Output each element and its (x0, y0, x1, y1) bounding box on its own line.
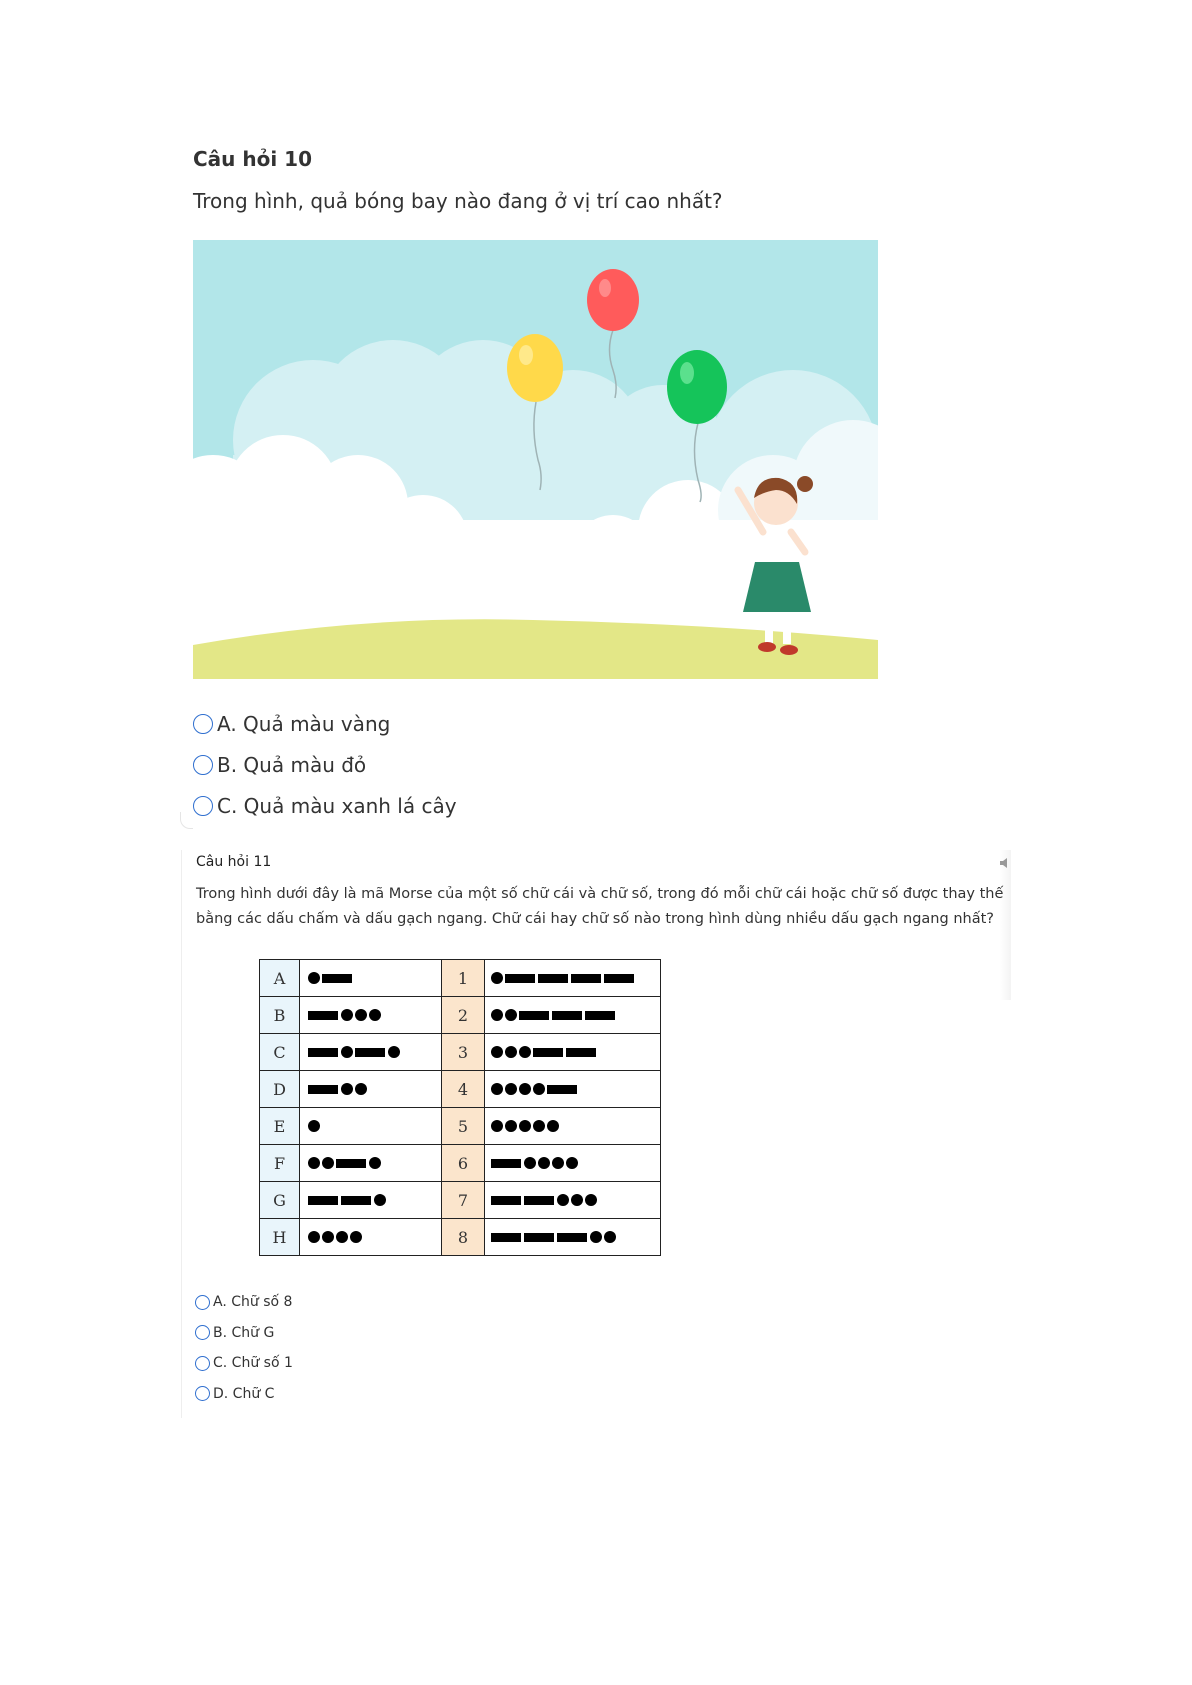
morse-dash (557, 1233, 587, 1242)
balloon-illustration (193, 240, 878, 679)
option-label: C. Quả màu xanh lá cây (217, 793, 457, 818)
option-label: A. Quả màu vàng (217, 711, 391, 736)
morse-dot (388, 1046, 400, 1058)
option-a[interactable] (195, 1287, 293, 1318)
morse-symbols (491, 960, 660, 996)
letter-cell: D (260, 1071, 300, 1108)
morse-table (259, 959, 661, 1256)
question-10-title: Câu hỏi 10 (193, 147, 313, 171)
option-b[interactable] (195, 1318, 293, 1349)
morse-dot (341, 1083, 353, 1095)
morse-symbols (491, 1145, 660, 1181)
morse-symbols (308, 1182, 441, 1218)
option-label: C. Chữ số 1 (213, 1355, 293, 1372)
digit-cell: 3 (442, 1034, 485, 1071)
letter-cell: A (260, 960, 300, 997)
morse-dot (322, 1231, 334, 1243)
morse-dash (308, 1196, 338, 1205)
morse-symbols (308, 1071, 441, 1107)
morse-dash (322, 974, 352, 983)
morse-dot (355, 1009, 367, 1021)
morse-dot (519, 1046, 531, 1058)
question-11-text: Trong hình dưới đây là mã Morse của một số chữ cái và chữ số, trong đó mỗi chữ cái hoặc chữ số được thay thế bằng các dấu chấm và dấu gạch ngang. Chữ cái hay chữ số nào trong hình dùng nhiều dấu gạch ngang nhất? (196, 886, 1004, 927)
morse-symbols (491, 1219, 660, 1255)
morse-dot (336, 1231, 348, 1243)
morse-dot (533, 1083, 545, 1095)
letter-cell: C (260, 1034, 300, 1071)
morse-dot (369, 1009, 381, 1021)
morse-dot (308, 1157, 320, 1169)
digit-code-cell (485, 997, 661, 1034)
morse-dash (336, 1159, 366, 1168)
letter-code-cell (300, 1108, 442, 1145)
morse-dot (505, 1009, 517, 1021)
morse-dot (355, 1083, 367, 1095)
letter-code-cell (300, 1034, 442, 1071)
digit-cell: 7 (442, 1182, 485, 1219)
morse-dot (491, 972, 503, 984)
morse-symbols (308, 960, 441, 996)
question-11-title: Câu hỏi 11 (196, 854, 272, 870)
digit-code-cell (485, 1219, 661, 1256)
morse-symbols (491, 997, 660, 1033)
morse-dash (491, 1159, 521, 1168)
letter-cell: E (260, 1108, 300, 1145)
morse-dash (524, 1233, 554, 1242)
morse-dash (355, 1048, 385, 1057)
option-label: B. Chữ G (213, 1324, 275, 1341)
table-row (260, 960, 661, 997)
question-10-text: Trong hình, quả bóng bay nào đang ở vị trí cao nhất? (193, 189, 723, 213)
letter-cell: H (260, 1219, 300, 1256)
option-c[interactable] (193, 785, 457, 826)
morse-dot (491, 1120, 503, 1132)
morse-dot (369, 1157, 381, 1169)
table-row (260, 1182, 661, 1219)
morse-dot (571, 1194, 583, 1206)
option-a[interactable] (193, 703, 457, 744)
morse-dash (491, 1196, 521, 1205)
letter-code-cell (300, 997, 442, 1034)
morse-dash (547, 1085, 577, 1094)
radio-button[interactable] (193, 796, 213, 816)
table-row (260, 1219, 661, 1256)
morse-symbols (308, 1145, 441, 1181)
question-10-options (193, 703, 457, 826)
morse-dot (533, 1120, 545, 1132)
letter-code-cell (300, 960, 442, 997)
morse-symbols (491, 1108, 660, 1144)
letter-code-cell (300, 1071, 442, 1108)
radio-button[interactable] (195, 1295, 210, 1310)
letter-code-cell (300, 1182, 442, 1219)
morse-dot (538, 1157, 550, 1169)
radio-button[interactable] (195, 1325, 210, 1340)
digit-code-cell (485, 1182, 661, 1219)
speaker-icon[interactable] (998, 856, 1012, 870)
digit-cell: 1 (442, 960, 485, 997)
morse-dot (350, 1231, 362, 1243)
morse-dot (505, 1083, 517, 1095)
morse-dash (308, 1085, 338, 1094)
morse-dash (538, 974, 568, 983)
morse-dot (590, 1231, 602, 1243)
morse-dot (322, 1157, 334, 1169)
letter-code-cell (300, 1145, 442, 1182)
morse-dot (505, 1046, 517, 1058)
morse-dot (491, 1046, 503, 1058)
morse-symbols (491, 1071, 660, 1107)
morse-dot (557, 1194, 569, 1206)
morse-dash (571, 974, 601, 983)
letter-cell: F (260, 1145, 300, 1182)
morse-dot (604, 1231, 616, 1243)
morse-dot (374, 1194, 386, 1206)
morse-dot (308, 1120, 320, 1132)
morse-symbols (308, 1108, 441, 1144)
morse-dot (491, 1083, 503, 1095)
morse-dot (566, 1157, 578, 1169)
morse-dot (491, 1009, 503, 1021)
morse-symbols (308, 1034, 441, 1070)
morse-dash (505, 974, 535, 983)
morse-dash (604, 974, 634, 983)
morse-symbols (491, 1182, 660, 1218)
morse-dot (341, 1009, 353, 1021)
digit-code-cell (485, 1034, 661, 1071)
morse-dash (533, 1048, 563, 1057)
morse-dash (552, 1011, 582, 1020)
option-c[interactable] (195, 1348, 293, 1379)
question-10 (193, 145, 913, 215)
table-row (260, 1071, 661, 1108)
morse-dash (308, 1048, 338, 1057)
digit-code-cell (485, 1108, 661, 1145)
option-label: B. Quả màu đỏ (217, 752, 367, 777)
radio-button[interactable] (195, 1356, 210, 1371)
morse-dot (505, 1120, 517, 1132)
morse-dash (491, 1233, 521, 1242)
table-row (260, 1108, 661, 1145)
morse-dot (519, 1120, 531, 1132)
morse-dash (566, 1048, 596, 1057)
digit-cell: 8 (442, 1219, 485, 1256)
morse-dot (524, 1157, 536, 1169)
radio-button[interactable] (195, 1386, 210, 1401)
option-label: A. Chữ số 8 (213, 1294, 293, 1311)
digit-code-cell (485, 960, 661, 997)
question-11-options (195, 1287, 293, 1409)
morse-symbols (491, 1034, 660, 1070)
morse-dot (341, 1046, 353, 1058)
morse-dot (519, 1083, 531, 1095)
morse-dash (519, 1011, 549, 1020)
table-row (260, 1034, 661, 1071)
letter-code-cell (300, 1219, 442, 1256)
morse-dash (585, 1011, 615, 1020)
morse-dash (524, 1196, 554, 1205)
morse-symbols (308, 997, 441, 1033)
divider (180, 812, 193, 829)
table-row (260, 997, 661, 1034)
letter-cell: B (260, 997, 300, 1034)
morse-dot (552, 1157, 564, 1169)
morse-dash (308, 1011, 338, 1020)
option-b[interactable] (193, 744, 457, 785)
digit-cell: 5 (442, 1108, 485, 1145)
morse-dot (585, 1194, 597, 1206)
digit-cell: 6 (442, 1145, 485, 1182)
morse-symbols (308, 1219, 441, 1255)
balloon-scene (193, 240, 878, 679)
option-label: D. Chữ C (213, 1385, 275, 1402)
option-d[interactable] (195, 1379, 293, 1410)
table-row (260, 1145, 661, 1182)
morse-dot (308, 972, 320, 984)
digit-code-cell (485, 1071, 661, 1108)
digit-code-cell (485, 1145, 661, 1182)
letter-cell: G (260, 1182, 300, 1219)
morse-dash (341, 1196, 371, 1205)
morse-dot (547, 1120, 559, 1132)
radio-button[interactable] (193, 714, 213, 734)
radio-button[interactable] (193, 755, 213, 775)
digit-cell: 4 (442, 1071, 485, 1108)
morse-dot (308, 1231, 320, 1243)
digit-cell: 2 (442, 997, 485, 1034)
